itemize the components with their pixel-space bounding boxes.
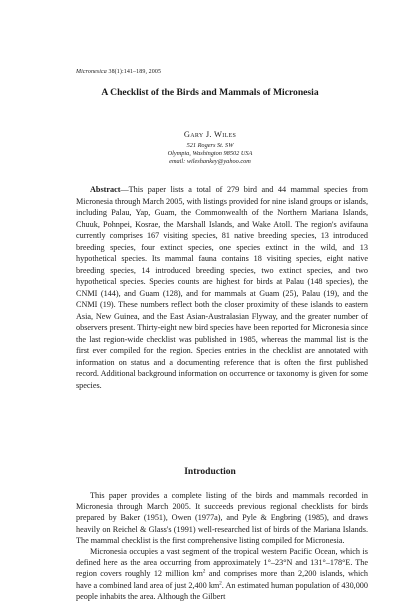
- paper-title: A Checklist of the Birds and Mammals of Micronesia: [101, 87, 319, 98]
- intro-p2-text-b: and comprises more than 2,200 islands, which have a combined land area of just 2,400 km: [76, 569, 368, 590]
- author-email: email: wileshankey@yahoo.com: [169, 157, 251, 165]
- intro-paragraph-2: [76, 546, 368, 602]
- address-city: Olympia, Washington 98502 USA: [167, 149, 253, 157]
- abstract-label: Abstract: [90, 185, 121, 194]
- intro-p2-text-a: Micronesia occupies a vast segment of the tropical western Pacific Ocean, which is defined here as the area occurring from approximately 1°–23°N and 131°–178°E. The region covers roughly 12 million km: [76, 547, 368, 579]
- section-heading-introduction: Introduction: [184, 467, 236, 477]
- abstract: [76, 184, 368, 391]
- journal-name: Micronesica: [76, 69, 107, 75]
- intro-p2-text-c: . An estimated human population of 430,000 people inhabits the area. Although the Gilbert: [76, 580, 368, 601]
- volume-pages: 38(1):141–189, 2005: [106, 69, 162, 75]
- running-head: [76, 69, 161, 75]
- author-name: Gary J. Wiles: [183, 130, 237, 139]
- abstract-text: —This paper lists a total of 279 bird and 44 mammal species from Micronesia through March 2005, with listings provided for nine island groups or islands, including Palau, Yap, Guam, the Commonwealth of the Northern Mariana Islands, Chuuk, Pohnpei, Kosrae, the Marshall Islands, and Wake Atoll. The region's avifauna currently comprises 167 visiting species, 81 native breeding species, 13 introduced breeding species, four extinct species, one species extinct in the wild, and 13 hypothetical species. Its mammal fauna contains 18 visiting species, eight native breeding species, 14 introduced breeding species, two extinct species, and two hypothetical species. Species counts are highest for birds at Palau (148 species), the CNMI (144), and Guam (128), and for mammals at Guam (25), Palau (19), and the CNMI (19). These numbers reflect both the closer proximity of these islands to eastern Asia, New Guinea, and the East Asian-Australasian Flyway, and the greater number of observers present. Thirty-eight new bird species have been reported for Micronesia since the last region-wide checklist was published in 1985, whereas the mammal list is the first ever compiled for the region. Species entries in the checklist are annotated with information on status and a documenting reference that is often the first published record. Additional background information on occurrence or taxonomy is given for some species.: [76, 185, 368, 390]
- address-street: 521 Rogers St. SW: [186, 142, 234, 149]
- introduction-body: [76, 490, 368, 602]
- superscript-squared: 2: [202, 569, 206, 575]
- author-address: [0, 142, 420, 166]
- superscript-squared: 2: [219, 580, 222, 586]
- intro-paragraph-1: This paper provides a complete listing of the birds and mammals recorded in Micronesia through March 2005. It succeeds previous regional checklists for birds prepared by Baker (1951), Owen (1977a), and Pyle & Engbring (1985), and draws heavily on Reichel & Glass's (1991) well-researched list of birds of the Mariana Islands. The mammal checklist is the first comprehensive listing compiled for Micronesia.: [76, 491, 368, 545]
